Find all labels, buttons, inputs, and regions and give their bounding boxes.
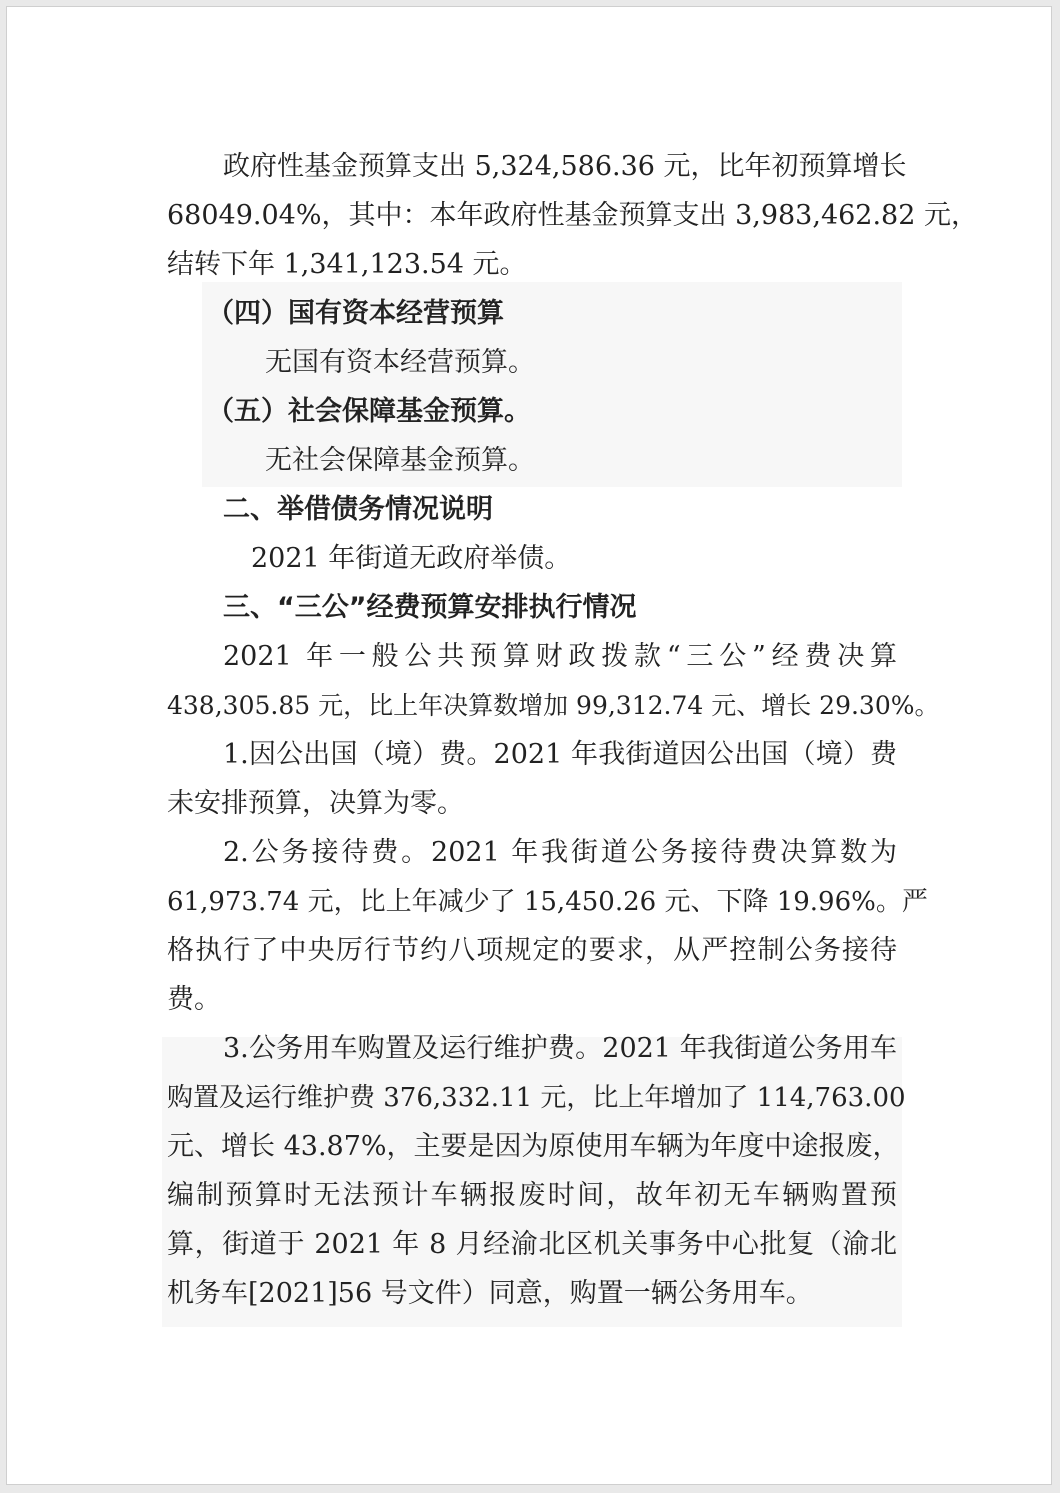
section-heading: （四）国有资本经营预算 bbox=[207, 298, 504, 329]
paragraph-line: 政府性基金预算支出 5,324,586.36 元，比年初预算增长 bbox=[223, 151, 907, 182]
paragraph-line: 1.因公出国（境）费。2021 年我街道因公出国（境）费 bbox=[223, 739, 897, 770]
paragraph-line: 结转下年 1,341,123.54 元。 bbox=[167, 249, 527, 280]
paragraph-line: 2021 年街道无政府举债。 bbox=[251, 543, 572, 574]
paragraph-line: 无社会保障基金预算。 bbox=[265, 445, 535, 476]
paragraph-line: 机务车[2021]56 号文件）同意，购置一辆公务用车。 bbox=[167, 1278, 813, 1309]
section-heading: （五）社会保障基金预算。 bbox=[207, 396, 531, 427]
paragraph-line: 68049.04%，其中：本年政府性基金预算支出 3,983,462.82 元， bbox=[167, 200, 979, 231]
paragraph-line: 编制预算时无法预计车辆报废时间，故年初无车辆购置预 bbox=[167, 1180, 897, 1211]
paragraph-line: 未安排预算，决算为零。 bbox=[167, 788, 464, 819]
paragraph-line: 2.公务接待费。2021 年我街道公务接待费决算数为 bbox=[223, 837, 897, 868]
paragraph-line: 购置及运行维护费 376,332.11 元，比上年增加了 114,763.00 bbox=[167, 1083, 906, 1113]
paragraph-line: 算，街道于 2021 年 8 月经渝北区机关事务中心批复（渝北 bbox=[167, 1229, 897, 1260]
paragraph-line: 61,973.74 元，比上年减少了 15,450.26 元、下降 19.96%。严 bbox=[167, 887, 928, 917]
paragraph-line: 438,305.85 元，比上年决算数增加 99,312.74 元、增长 29.30%。 bbox=[167, 691, 940, 720]
paragraph-line: 2021 年一般公共预算财政拨款“三公”经费决算 bbox=[223, 641, 897, 672]
section-heading: 二、举借债务情况说明 bbox=[223, 494, 493, 525]
paragraph-line: 格执行了中央厉行节约八项规定的要求，从严控制公务接待 bbox=[167, 935, 897, 966]
section-heading: 三、“三公”经费预算安排执行情况 bbox=[223, 592, 637, 623]
paragraph-line: 元、增长 43.87%，主要是因为原使用车辆为年度中途报废， bbox=[167, 1131, 900, 1162]
paragraph-line: 费。 bbox=[167, 984, 221, 1015]
paragraph-line: 3.公务用车购置及运行维护费。2021 年我街道公务用车 bbox=[223, 1033, 897, 1064]
document-page bbox=[6, 6, 1052, 1485]
paragraph-line: 无国有资本经营预算。 bbox=[265, 347, 535, 378]
